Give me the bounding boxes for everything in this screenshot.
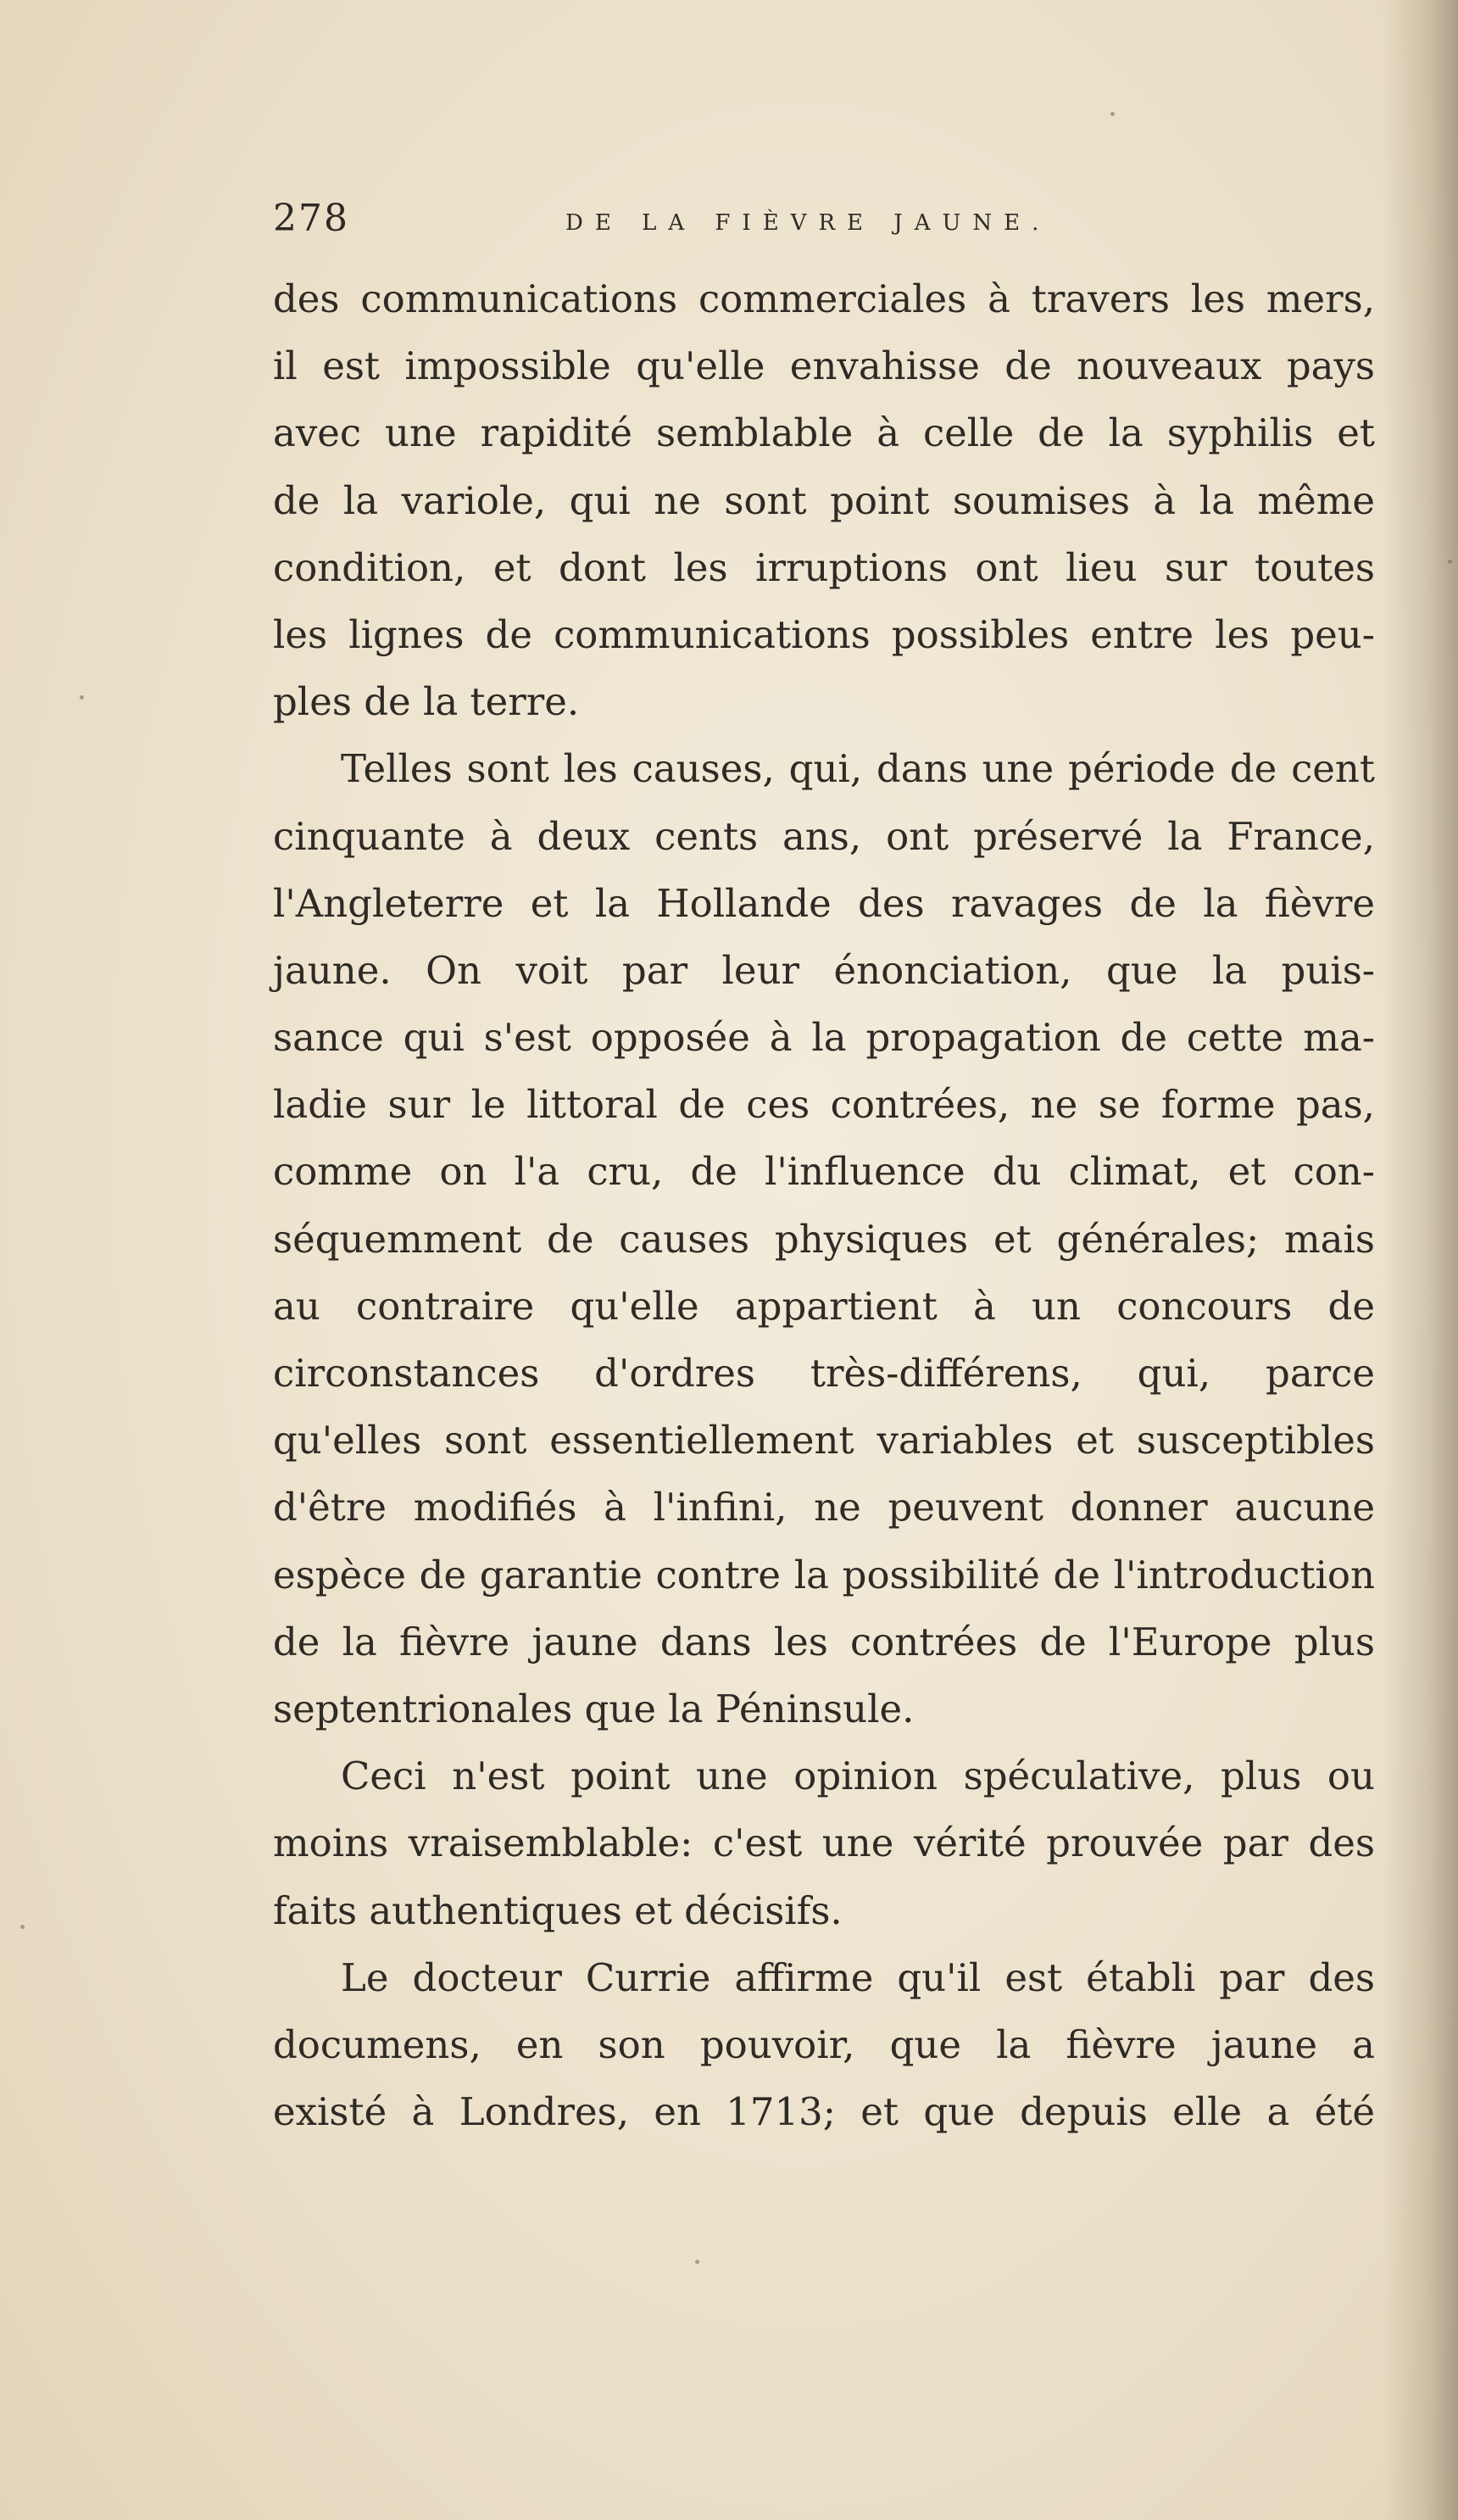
text-line: il est impossible qu'elle envahisse de nouveaux pays	[273, 343, 1375, 389]
text-line: l'Angleterre et la Hollande des ravages de la fièvre	[273, 880, 1375, 926]
text-line: des communications commerciales à travers les mers,	[273, 276, 1375, 321]
text-line: moins vraisemblable: c'est une vérité prouvée par des	[273, 1820, 1375, 1866]
paper-speck	[1110, 112, 1115, 116]
text-line: cinquante à deux cents ans, ont préservé la France,	[273, 813, 1375, 859]
text-line: qu'elles sont essentiellement variables et susceptibles	[273, 1418, 1375, 1463]
page-number: 278	[273, 197, 349, 240]
text-line: au contraire qu'elle appartient à un concours de	[273, 1283, 1375, 1329]
text-line: documens, en son pouvoir, que la fièvre jaune a	[273, 2021, 1375, 2067]
text-line: ladie sur le littoral de ces contrées, ne se forme pas,	[273, 1082, 1375, 1128]
text-line: Le docteur Currie affirme qu'il est établi par des	[341, 1954, 1375, 2000]
text-line: condition, et dont les irruptions ont lieu sur toutes	[273, 544, 1375, 590]
text-line: de la fièvre jaune dans les contrées de l'Europe plus	[273, 1619, 1375, 1664]
page-edge-shadow	[1382, 0, 1458, 2520]
text-line: de la variole, qui ne sont point soumises à la même	[273, 477, 1375, 523]
paper-speck	[20, 1925, 25, 1929]
text-line: Ceci n'est point une opinion spéculative, plus ou	[341, 1753, 1375, 1799]
text-line: Telles sont les causes, qui, dans une période de cent	[341, 746, 1375, 792]
paper-speck	[80, 695, 84, 700]
text-line: sance qui s'est opposée à la propagation de cette ma-	[273, 1015, 1375, 1061]
paper-speck	[1448, 560, 1452, 564]
text-line: séquemment de causes physiques et générales; mais	[273, 1216, 1375, 1262]
page-header	[273, 197, 1392, 248]
text-line: septentrionales que la Péninsule.	[273, 1686, 915, 1731]
text-line: jaune. On voit par leur énonciation, que la puis-	[273, 947, 1375, 993]
text-line: comme on l'a cru, de l'influence du climat, et con-	[273, 1149, 1375, 1195]
text-line: avec une rapidité semblable à celle de la syphilis et	[273, 410, 1375, 456]
text-line: espèce de garantie contre la possibilité de l'introduction	[273, 1552, 1375, 1597]
text-line: faits authentiques et décisifs.	[273, 1887, 843, 1933]
running-title: DE LA FIÈVRE JAUNE.	[565, 210, 1051, 236]
text-line: les lignes de communications possibles entre les peu-	[273, 611, 1375, 657]
body-text	[273, 265, 1375, 2145]
text-line: existé à Londres, en 1713; et que depuis elle a été	[273, 2089, 1375, 2135]
text-line: ples de la terre.	[273, 679, 580, 725]
text-line: d'être modifiés à l'infini, ne peuvent donner aucune	[273, 1485, 1375, 1530]
paper-speck	[695, 2260, 699, 2264]
text-line: circonstances d'ordres très-différens, qui, parce	[273, 1351, 1375, 1396]
